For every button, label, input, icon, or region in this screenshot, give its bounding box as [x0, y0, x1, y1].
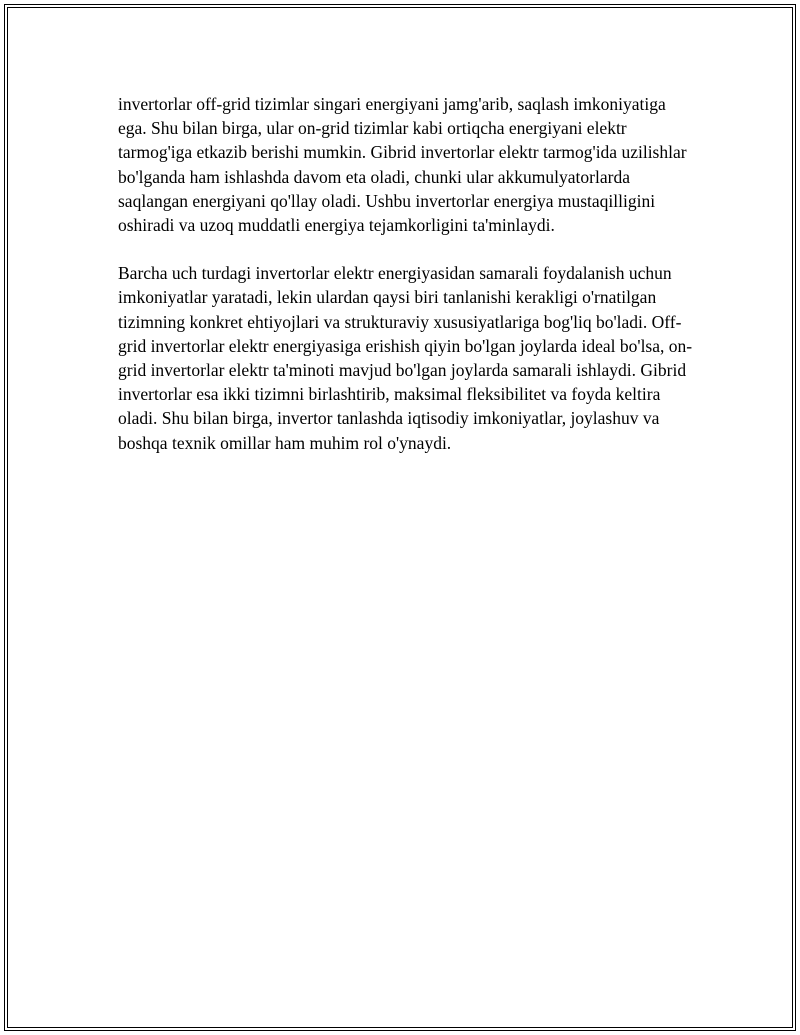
document-body — [118, 92, 698, 479]
paragraph-1: invertorlar off-grid tizimlar singari energiyani jamg'arib, saqlash imkoniyatiga ega. Shu bilan birga, ular on-grid tizimlar kabi ortiqcha energiyani elektr tarmog'iga etkazib berishi mumkin. Gibrid invertorlar elektr tarmog'ida uzilishlar bo'lganda ham ishlashda davom eta oladi, chunki ular akkumulyatorlarda saqlangan energiyani qo'llay oladi. Ushbu invertorlar energiya mustaqilligini oshiradi va uzoq muddatli energiya tejamkorligini ta'minlaydi. — [118, 94, 687, 236]
paragraph-2: Barcha uch turdagi invertorlar elektr energiyasidan samarali foydalanish uchun imkoniyatlar yaratadi, lekin ulardan qaysi biri tanlanishi kerakligi o'rnatilgan tizimning konkret ehtiyojlari va strukturaviy xususiyatlariga bog'liq bo'ladi. Off-grid invertorlar elektr energiyasiga erishish qiyin bo'lgan joylarda ideal bo'lsa, on-grid invertorlar elektr ta'minoti mavjud bo'lgan joylarda samarali ishlaydi. Gibrid invertorlar esa ikki tizimni birlashtirib, maksimal fleksibilitet va foyda keltira oladi. Shu bilan birga, invertor tanlashda iqtisodiy imkoniyatlar, joylashuv va boshqa texnik omillar ham muhim rol o'ynaydi. — [118, 263, 693, 453]
